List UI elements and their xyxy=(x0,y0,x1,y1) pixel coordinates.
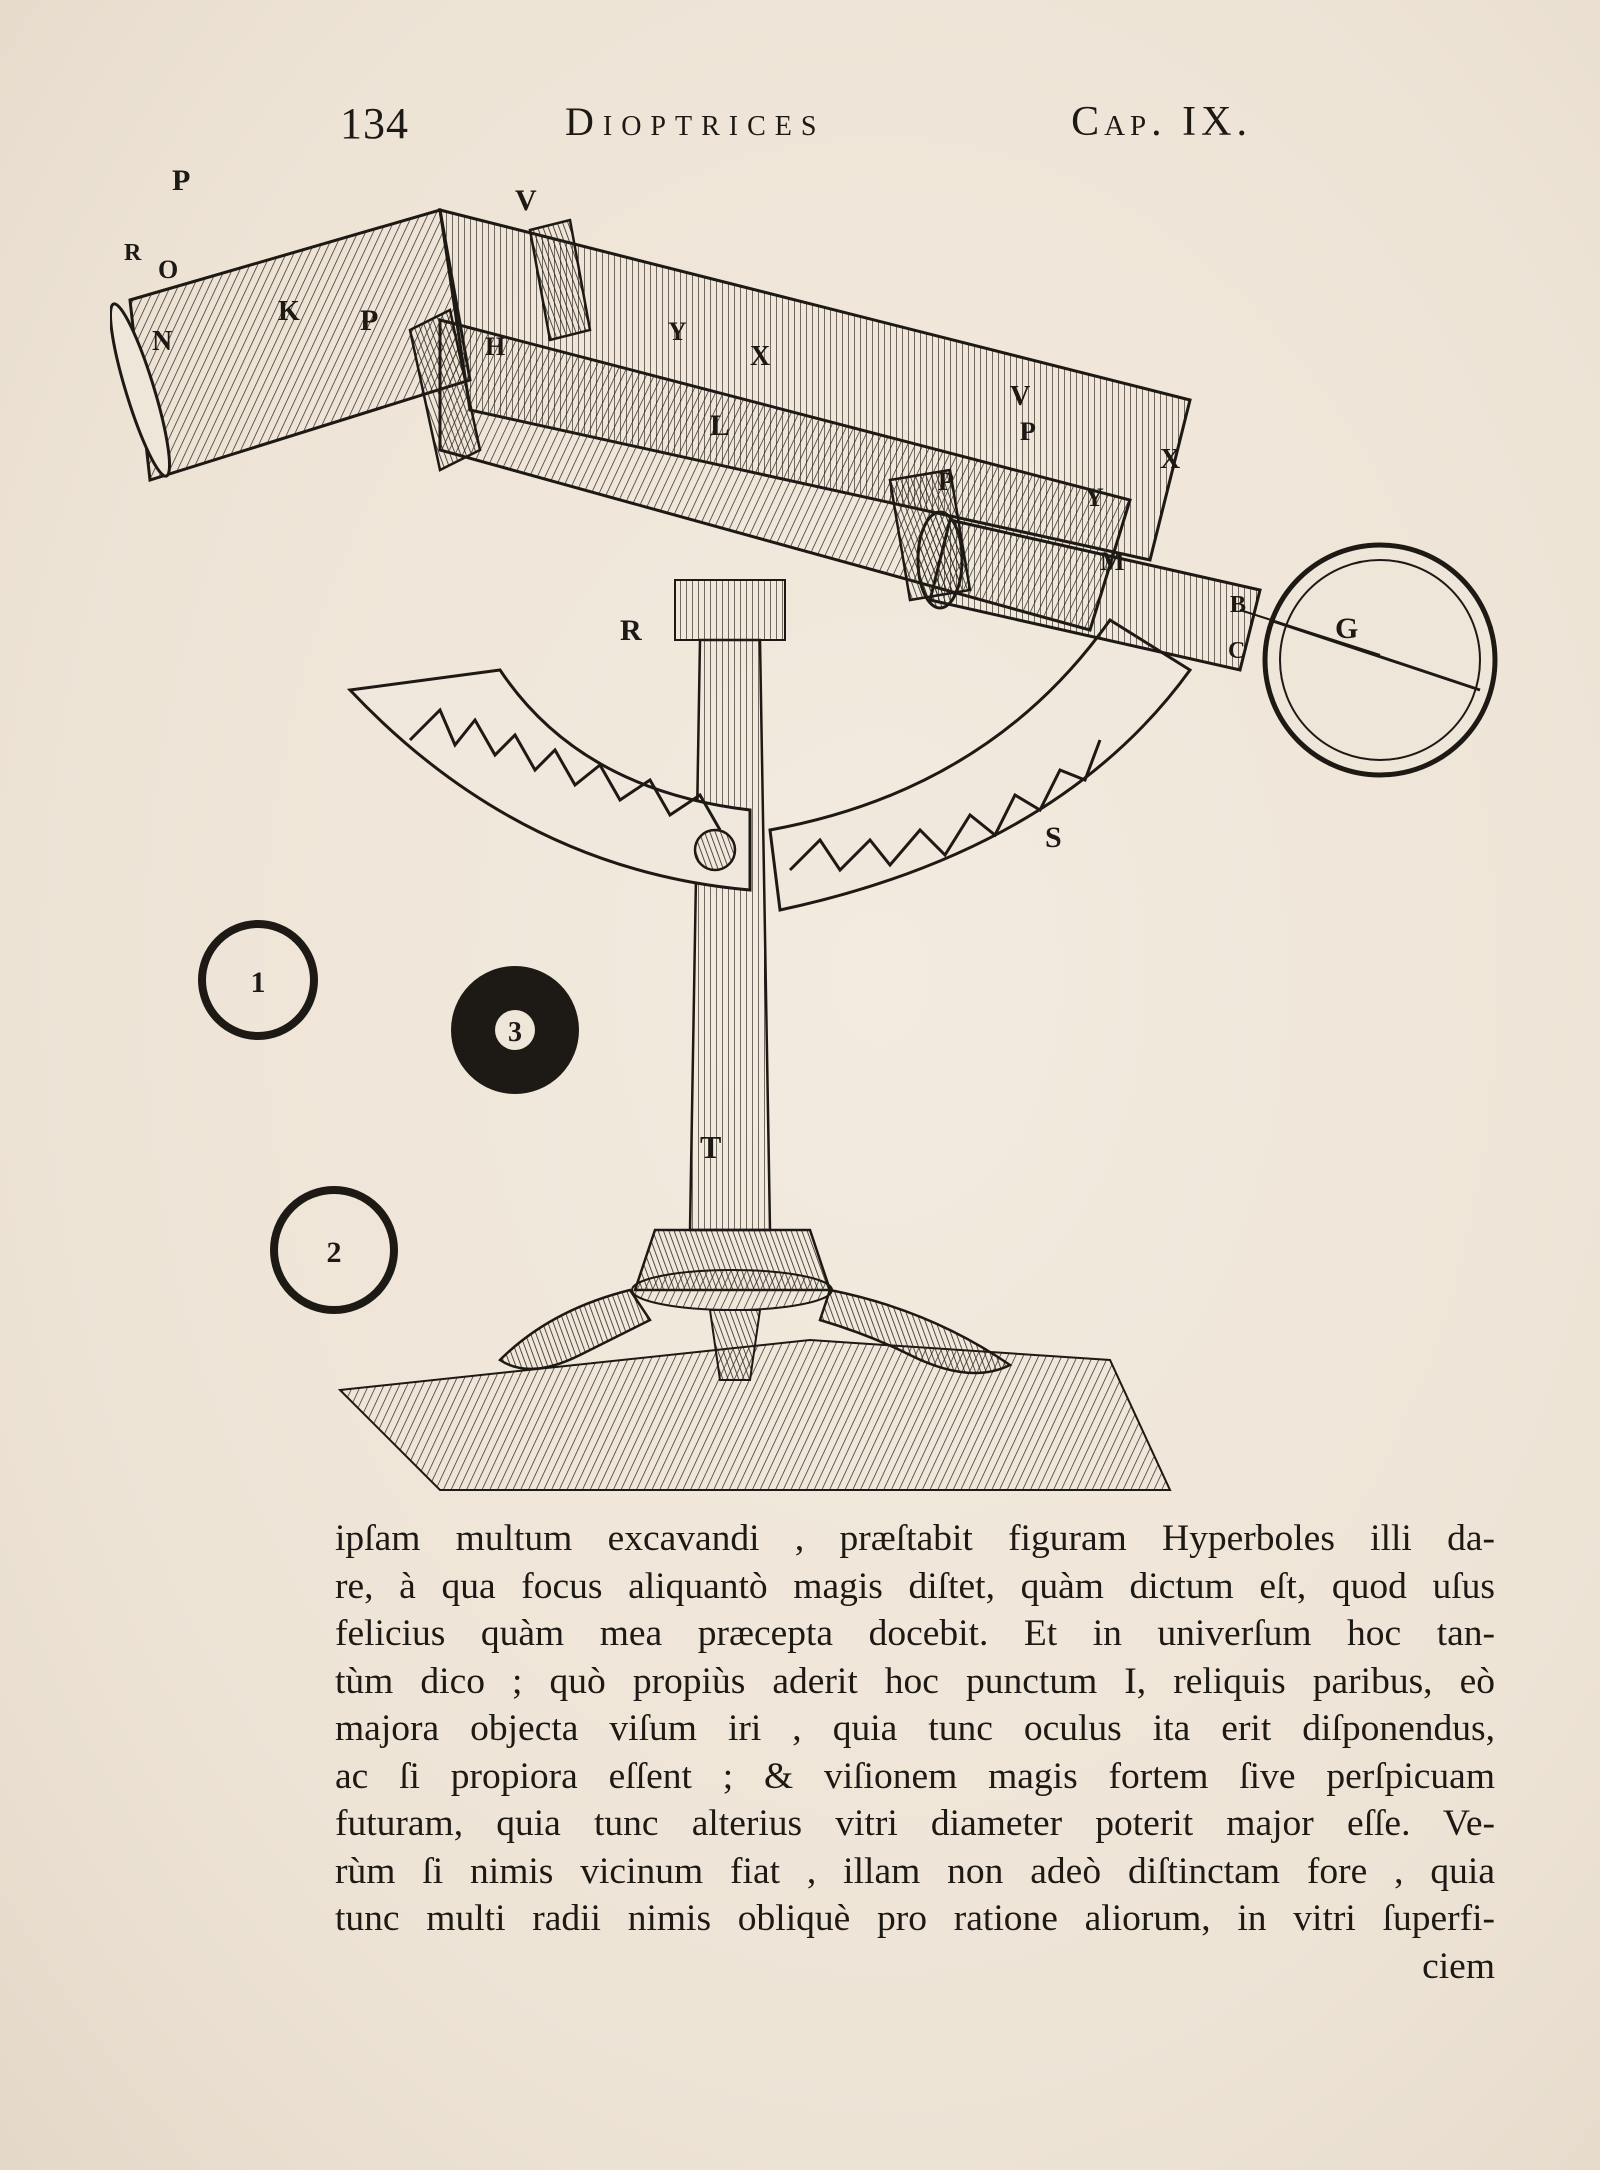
ground-hatching xyxy=(340,1340,1170,1490)
label-s: S xyxy=(1045,821,1062,854)
label-y-top: Y xyxy=(668,317,687,346)
body-line: rùm ſi nimis vicinum fiat , illam non adeò diſtinctam fore , quia xyxy=(335,1850,1495,1892)
label-b: B xyxy=(1230,592,1247,618)
label-x-right: X xyxy=(1160,444,1181,475)
label-m: M xyxy=(1100,547,1125,576)
telescope-tubes xyxy=(110,210,1495,775)
arc-scale-right xyxy=(695,620,1190,910)
running-header xyxy=(340,98,1260,148)
label-n: N xyxy=(152,326,173,357)
arc-scale-left xyxy=(350,670,750,890)
label-k: K xyxy=(278,296,300,327)
catchword: ciem xyxy=(1422,1945,1495,1987)
circle-1-label: 1 xyxy=(250,966,266,999)
stand-column xyxy=(500,580,1010,1380)
label-p-top: P xyxy=(172,164,191,197)
label-v-right: V xyxy=(1010,381,1031,412)
label-g: G xyxy=(1335,612,1359,645)
label-r-top: R xyxy=(124,240,142,266)
label-l: L xyxy=(710,409,731,442)
body-line: majora objecta viſum iri , quia tunc oculus ita erit diſponendus, xyxy=(335,1708,1495,1749)
body-line: felicius quàm mea præcepta docebit. Et in univerſum hoc tan- xyxy=(335,1613,1495,1654)
running-title: Dioptrices xyxy=(565,99,826,144)
label-t: T xyxy=(700,1129,722,1165)
label-h: H xyxy=(485,332,506,361)
telescope-illustration xyxy=(110,150,1560,1500)
label-v-top: V xyxy=(515,184,537,217)
body-paragraph xyxy=(335,1515,1495,1990)
page-number: 134 xyxy=(340,99,409,148)
body-line: tunc multi radii nimis obliquè pro ratione aliorum, in vitri ſuperfi- xyxy=(335,1898,1495,1939)
figure-circle-3 xyxy=(453,968,577,1092)
telescope-engraving xyxy=(110,150,1560,1500)
circle-3-label: 3 xyxy=(508,1017,522,1048)
body-line: tùm dico ; quò propiùs aderit hoc punctum I, reliquis paribus, eò xyxy=(335,1660,1495,1702)
body-line: re, à qua focus aliquantò magis diſtet, quàm dictum eſt, quod uſus xyxy=(335,1565,1495,1607)
body-line: futuram, quia tunc alterius vitri diameter poterit major eſſe. Ve- xyxy=(335,1803,1495,1844)
label-p-lower: P xyxy=(1020,417,1036,446)
label-p-mid: P xyxy=(360,304,379,337)
label-p-lower2: P xyxy=(938,467,954,496)
chapter-heading: Cap. IX. xyxy=(1071,99,1252,145)
label-x-top: X xyxy=(750,341,771,372)
body-line: ipſam multum excavandi , præſtabit figuram Hyperboles illi da- xyxy=(335,1518,1495,1559)
figure-circle-2 xyxy=(274,1190,394,1310)
label-y-right: Y xyxy=(1085,483,1104,512)
label-c: C xyxy=(1228,638,1246,664)
circle-2-label: 2 xyxy=(326,1236,342,1269)
figure-circle-1 xyxy=(202,924,314,1036)
label-r-arc: R xyxy=(620,614,642,647)
label-o: O xyxy=(158,255,179,284)
body-line: ac ſi propiora eſſent ; & viſionem magis fortem ſive perſpicuam xyxy=(335,1755,1495,1797)
